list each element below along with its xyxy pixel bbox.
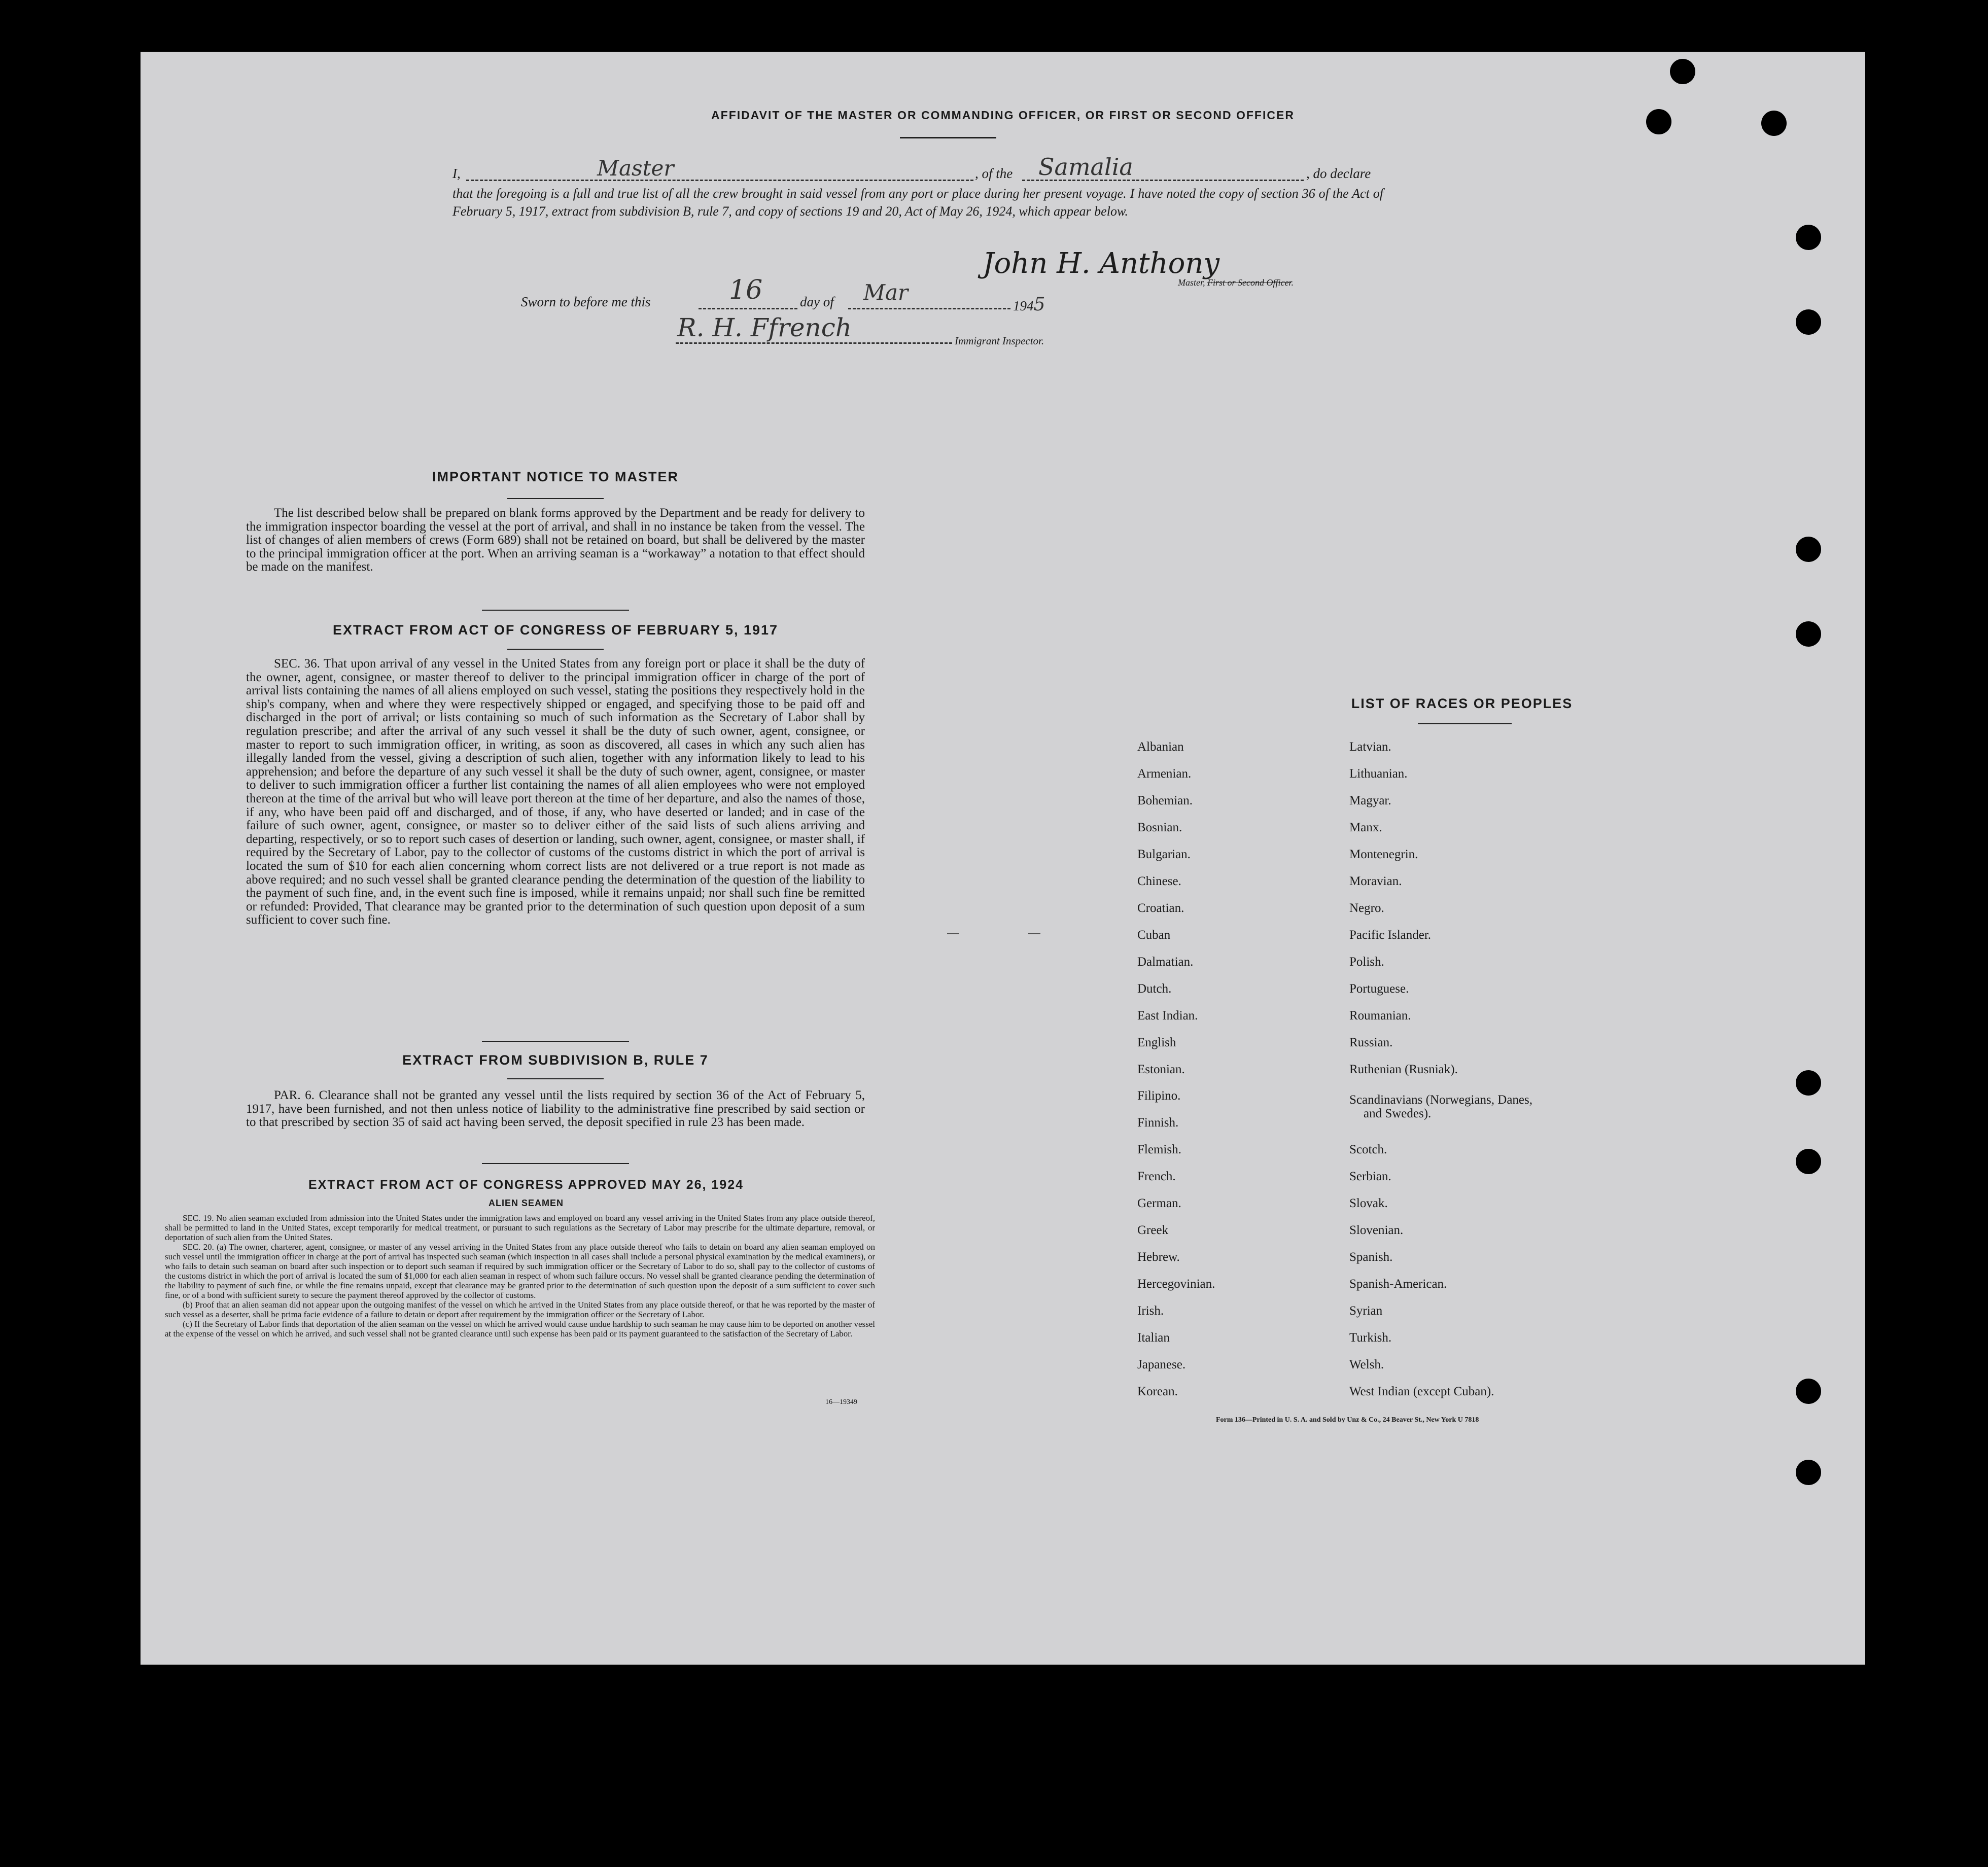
race-item: Scandinavians (Norwegians, Danes, and Swedes). — [1349, 1093, 1533, 1120]
divider — [507, 649, 604, 650]
race-item: Filipino. — [1137, 1089, 1181, 1103]
divider — [482, 1163, 629, 1164]
divider — [482, 1041, 629, 1042]
affidavit-body: that the foregoing is a full and true list of all the crew brought in said vessel from any port or place during her present voyage. I have noted the copy of section 36 of the Act of February 5, 1917, extract from subdivision B, rule 7, and copy of sections 19 and 20, Act of May 26, 1924, which appear below. — [452, 186, 1383, 219]
form-footer: Form 136—Printed in U. S. A. and Sold by Unz & Co., 24 Beaver St., New York U 7818 — [1216, 1416, 1479, 1424]
i-label: I, — [452, 166, 461, 181]
act-code: 16—19349 — [825, 1398, 857, 1406]
punch-hole — [1796, 621, 1821, 647]
stray-mark — [947, 933, 959, 934]
race-item: Slovak. — [1349, 1196, 1388, 1210]
handwritten-day: 16 — [729, 275, 763, 305]
do-declare-label: , do declare — [1306, 166, 1371, 181]
race-item: Montenegrin. — [1349, 848, 1418, 861]
divider — [507, 1078, 604, 1079]
of-the-label: , of the — [975, 166, 1013, 181]
sec20a-paragraph: SEC. 20. (a) The owner, charterer, agent, consignee, or master of any vessel arriving in the United States from any place outside thereof who fails to detain on board any alien seaman employed on such vessel until the immigration officer in charge at the port of arrival has inspected such seaman (which inspection in all cases shall include a personal physical examination by the medical examiners), or who fails to detain such seaman on board after such inspection or to deport such seaman if required by such immigration officer or the Secretary of Labor to do so, shall pay to the collector of customs of the customs district in which the port of arrival is located the sum of $1,000 for each alien seaman in respect of whom such failure occurs. No vessel shall be granted clearance pending the determination of the liability to payment of such fine, or while the fine remains unpaid, except that clearance may be granted prior to the determination of such question upon the deposit of a sum sufficient to cover such fine, or of a bond with sufficient surety to secure the payment thereof approved by the collector of customs. — [165, 1242, 875, 1300]
race-item: Negro. — [1349, 901, 1384, 915]
struck-officer-title: First or Second Officer — [1207, 277, 1292, 288]
act1917-title: EXTRACT FROM ACT OF CONGRESS OF FEBRUARY 5, 1917 — [332, 622, 779, 638]
race-item: Serbian. — [1349, 1170, 1391, 1183]
race-item: Hercegovinian. — [1137, 1277, 1215, 1291]
inspector-line — [676, 342, 952, 344]
year-label: 1945 — [1013, 294, 1045, 315]
race-item: Croatian. — [1137, 901, 1184, 915]
race-item: Dutch. — [1137, 982, 1172, 996]
race-item: Latvian. — [1349, 740, 1391, 754]
month-line — [848, 308, 1010, 309]
handwritten-name: Master — [597, 156, 674, 181]
punch-hole — [1796, 1149, 1821, 1174]
sec20b-paragraph: (b) Proof that an alien seaman did not appear upon the outgoing manifest of the vessel on which he arrived in the United States from any place outside thereof, or that he was reported by the master of such vessel as a deserter, shall be prima facie evidence of a failure to detain or deport after requirement by the immigration officer or the Secretary of Labor. — [165, 1300, 875, 1319]
race-item: Spanish-American. — [1349, 1277, 1447, 1291]
race-item: Cuban — [1137, 928, 1171, 942]
race-item: Bosnian. — [1137, 821, 1182, 834]
race-item: Welsh. — [1349, 1358, 1384, 1371]
race-item: Bulgarian. — [1137, 848, 1191, 861]
sec19-paragraph: SEC. 19. No alien seaman excluded from admission into the United States under the immigration laws and employed on board any vessel arriving in the United States from any place outside thereof, shall be permitted to land in the United States, except temporarily for medical treatment, or pursuant to such regulations as the Secretary of Labor may prescribe for the ultimate departure, removal, or deportation of such alien from the United States. — [165, 1213, 875, 1242]
race-item: Syrian — [1349, 1304, 1383, 1318]
race-item: West Indian (except Cuban). — [1349, 1385, 1494, 1398]
punch-hole — [1796, 309, 1821, 335]
divider — [1418, 723, 1512, 724]
race-item: Turkish. — [1349, 1331, 1392, 1345]
race-item: Finnish. — [1137, 1116, 1179, 1130]
name-line — [466, 180, 973, 181]
handwritten-month: Mar — [863, 280, 909, 305]
race-item: Russian. — [1349, 1036, 1393, 1049]
inspector-signature: R. H. Ffrench — [677, 313, 852, 342]
race-item: Ruthenian (Rusniak). — [1349, 1063, 1458, 1076]
race-item: Italian — [1137, 1331, 1170, 1345]
document-page — [141, 52, 1865, 1665]
race-item: Manx. — [1349, 821, 1382, 834]
race-item: Hebrew. — [1137, 1250, 1180, 1264]
divider — [507, 498, 604, 499]
punch-hole — [1796, 1460, 1821, 1485]
race-item: Bohemian. — [1137, 794, 1193, 807]
day-of-label: day of — [800, 294, 834, 309]
race-item: Polish. — [1349, 955, 1384, 969]
divider — [900, 137, 996, 138]
handwritten-vessel: Samalia — [1038, 153, 1133, 181]
sec20c-paragraph: (c) If the Secretary of Labor finds that deportation of the alien seaman on the vessel on which he arrived would cause undue hardship to such seaman he may cause him to be deported on another vessel at the expense of the vessel on which he arrived, and such vessel shall not be granted clearance until such expense has been paid or its payment guaranteed to the satisfaction of the Secretary of Labor. — [165, 1319, 875, 1338]
act1917-body: SEC. 36. That upon arrival of any vessel in the United States from any foreign port or place it shall be the duty of the owner, agent, consignee, or master thereof to deliver to the principal immigration officer in charge of the port of arrival lists containing the names of all aliens employed on such vessel, stating the positions they respectively hold in the ship's company, when and where they were respectively shipped or engaged, and specifying those to be paid off and discharged in the port of arrival; or lists containing so much of such information as the Secretary of Labor shall by regulation prescribe; and after the arrival of any such vessel it shall be the duty of such owner, agent, consignee, or master to report to such immigration officer, in writing, as soon as discovered, all cases in which any such alien has illegally landed from the vessel, giving a description of such alien, together with any information likely to lead to his apprehension; and before the departure of any such vessel it shall be the duty of such owner, agent, consignee, or master to deliver to such immigration officer a further list containing the names of all alien employees who were not employed thereon at the time of the arrival but who will leave port thereon at the time of her departure, and also the names of those, if any, who have been paid off and discharged, and of those, if any, who have deserted or landed; and in case of the failure of such owner, agent, consignee, or master so to deliver either of the said lists of such aliens arriving and departing, respectively, or so to report such cases of desertion or landing, such owner, agent, consignee, or master shall, if required by the Secretary of Labor, pay to the collector of customs of the customs district in which the port of arrival is located the sum of $10 for each alien concerning whom correct lists are not delivered or a true report is not made as above required; and no such vessel shall be granted clearance pending the determination of the question of the liability to the payment of such fine, and, in the event such fine is imposed, while it remains unpaid; nor shall such fine be remitted or refunded: Provided, That clearance may be granted prior to the determination of such question upon deposit of a sum sufficient to cover such fine. — [246, 657, 865, 927]
punch-hole — [1796, 1070, 1821, 1096]
race-item: Flemish. — [1137, 1143, 1181, 1156]
race-item: Magyar. — [1349, 794, 1391, 807]
race-item: East Indian. — [1137, 1009, 1198, 1023]
rule7-title: EXTRACT FROM SUBDIVISION B, RULE 7 — [402, 1052, 709, 1068]
punch-hole — [1670, 59, 1695, 84]
master-signature: John H. Anthony — [983, 247, 1220, 280]
races-title: LIST OF RACES OR PEOPLES — [1351, 696, 1573, 711]
race-item: Dalmatian. — [1137, 955, 1194, 969]
act1924-subtitle: ALIEN SEAMEN — [488, 1198, 564, 1208]
race-item: French. — [1137, 1170, 1176, 1183]
race-item: Lithuanian. — [1349, 767, 1408, 781]
race-item: Roumanian. — [1349, 1009, 1411, 1023]
day-line — [699, 308, 797, 309]
affidavit-title: AFFIDAVIT OF THE MASTER OR COMMANDING OFFICER, OR FIRST OR SECOND OFFICER — [711, 109, 1295, 122]
punch-hole — [1796, 537, 1821, 562]
inspector-label: Immigrant Inspector. — [955, 335, 1044, 347]
race-item: Spanish. — [1349, 1250, 1393, 1264]
notice-body: The list described below shall be prepared on blank forms approved by the Department and be ready for delivery to the immigration inspector boarding the vessel at the port of arrival, and shall in no instance be taken from the vessel. The list of changes of alien members of crews (Form 689) shall not be retained on board, but shall be delivered by the master to the principal immigration officer at the port. When an arriving seaman is a “workaway” a notation to that effect should be made on the manifest. — [246, 506, 865, 574]
race-item: Albanian — [1137, 740, 1184, 754]
race-item: Scotch. — [1349, 1143, 1387, 1156]
race-item: Portuguese. — [1349, 982, 1409, 996]
act1924-body — [165, 1213, 875, 1338]
race-item: Moravian. — [1349, 874, 1402, 888]
race-item: Slovenian. — [1349, 1223, 1404, 1237]
race-item: Greek — [1137, 1223, 1169, 1237]
punch-hole — [1646, 109, 1671, 134]
divider — [482, 610, 629, 611]
race-item: Armenian. — [1137, 767, 1192, 781]
race-item: German. — [1137, 1196, 1181, 1210]
race-item: Korean. — [1137, 1385, 1178, 1398]
punch-hole — [1761, 111, 1787, 136]
punch-hole — [1796, 225, 1821, 250]
race-item: Estonian. — [1137, 1063, 1185, 1076]
notice-title: IMPORTANT NOTICE TO MASTER — [432, 469, 679, 484]
master-title: Master, First or Second Officer. — [1178, 277, 1294, 288]
act1924-title: EXTRACT FROM ACT OF CONGRESS APPROVED MAY 26, 1924 — [308, 1178, 744, 1192]
race-item: Japanese. — [1137, 1358, 1186, 1371]
race-item: Chinese. — [1137, 874, 1181, 888]
race-item: English — [1137, 1036, 1176, 1049]
race-item: Pacific Islander. — [1349, 928, 1432, 942]
stray-mark — [1028, 933, 1040, 934]
rule7-body: PAR. 6. Clearance shall not be granted any vessel until the lists required by section 36 of the Act of February 5, 1917, have been furnished, and not then unless notice of liability to the administrative fine prescribed by said section or to that prescribed by section 35 of said act having been served, the deposit specified in rule 23 has been made. — [246, 1088, 865, 1130]
punch-hole — [1796, 1379, 1821, 1404]
race-item: Irish. — [1137, 1304, 1164, 1318]
sworn-label: Sworn to before me this — [521, 294, 651, 309]
